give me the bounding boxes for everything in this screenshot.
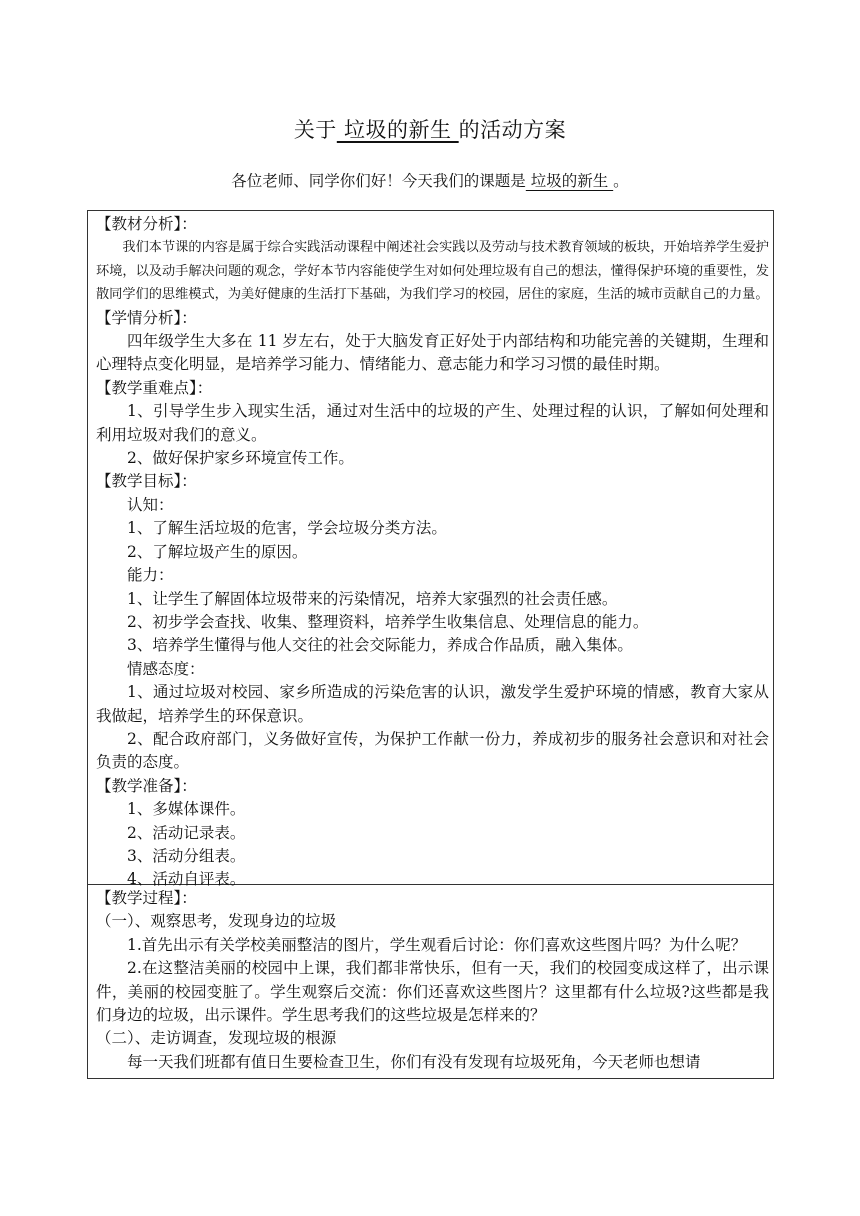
greeting-suffix: 。 xyxy=(613,172,629,190)
greeting-topic: 垃圾的新生 xyxy=(525,172,614,190)
key-heading: 【教学重难点】： xyxy=(96,378,213,397)
step1-item-2: 2.在这整洁美丽的校园中上课，我们都非常快乐，但有一天，我们的校园变成这样了，出示课件，美丽的校园变脏了。学生观察后交流：你们还喜欢这些图片？这里都有什么垃圾?这些都是我们身边的垃圾，出示课件。学生思考我们的这些垃圾是怎样来的？ xyxy=(96,959,769,1025)
material-text: 我们本节课的内容是属于综合实践活动课程中阐述社会实践以及劳动与技术教育领域的板块，开始培养学生爱护环境，以及动手解决问题的观念，学好本节内容能使学生对如何处理垃圾有自己的想法，懂得保护环境的重要性，发散同学们的思维模式，为美好健康的生活打下基础，为我们学习的校园，居住的家庭，生活的城市贡献自己的力量。 xyxy=(96,240,769,303)
plan-cell-overview xyxy=(88,211,773,889)
emotion-label: 情感态度： xyxy=(127,659,205,678)
step2-title: （二）、走访调查，发现垃圾的根源 xyxy=(96,1029,337,1048)
ability-item-1: 1、让学生了解固体垃圾带来的污染情况，培养大家强烈的社会责任感。 xyxy=(127,589,618,608)
student-heading: 【学情分析】： xyxy=(96,308,197,327)
cognition-item-1: 1、了解生活垃圾的危害，学会垃圾分类方法。 xyxy=(127,519,447,538)
emotion-item-2: 2、配合政府部门，义务做好宣传，为保护工作献一份力，养成初步的服务社会意识和对社会负责的态度。 xyxy=(96,729,769,772)
prep-item-1: 1、多媒体课件。 xyxy=(127,800,246,819)
document-title xyxy=(0,114,860,144)
title-suffix: 的活动方案 xyxy=(458,118,567,142)
process-heading: 【教学过程】： xyxy=(96,889,197,907)
prep-item-3: 3、活动分组表。 xyxy=(127,846,246,865)
title-topic: 垃圾的新生 xyxy=(336,118,459,142)
step2-item-1: 每一天我们班都有值日生要检查卫生，你们有没有发现有垃圾死角，今天老师也想请 xyxy=(127,1052,701,1071)
prep-item-2: 2、活动记录表。 xyxy=(127,823,246,842)
cognition-item-2: 2、了解垃圾产生的原因。 xyxy=(127,542,308,561)
ability-label: 能力： xyxy=(127,566,174,585)
title-prefix: 关于 xyxy=(293,118,337,142)
cognition-label: 认知： xyxy=(127,495,174,514)
prep-item-4: 4、活动自评表。 xyxy=(127,870,246,889)
step1-item-1: 1.首先出示有关学校美丽整洁的图片，学生观看后讨论：你们喜欢这些图片吗？为什么呢？ xyxy=(127,935,747,954)
ability-item-3: 3、培养学生懂得与他人交往的社会交际能力，养成合作品质，融入集体。 xyxy=(127,636,633,655)
lesson-plan-table xyxy=(87,210,774,1079)
greeting-prefix: 各位老师、同学你们好！今天我们的课题是 xyxy=(231,172,526,190)
material-heading: 【教材分析】： xyxy=(96,215,197,233)
prep-heading: 【教学准备】： xyxy=(96,776,197,795)
step1-title: （一）、观察思考，发现身边的垃圾 xyxy=(96,912,337,931)
goal-heading: 【教学目标】： xyxy=(96,472,197,491)
greeting-line xyxy=(0,169,860,191)
student-text: 四年级学生大多在 11 岁左右，处于大脑发育正好处于内部结构和功能完善的关键期，生理和心理特点变化明显，是培养学习能力、情绪能力、意志能力和学习习惯的最佳时期。 xyxy=(96,332,769,374)
key-item-1: 1、引导学生步入现实生活，通过对生活中的垃圾的产生、处理过程的认识，了解如何处理和利用垃圾对我们的意义。 xyxy=(96,402,769,444)
key-item-2: 2、做好保护家乡环境宣传工作。 xyxy=(127,449,354,468)
plan-cell-process xyxy=(88,885,773,1078)
emotion-item-1: 1、通过垃圾对校园、家乡所造成的污染危害的认识，激发学生爱护环境的情感，教育大家从我做起，培养学生的环保意识。 xyxy=(96,683,769,725)
ability-item-2: 2、初步学会查找、收集、整理资料，培养学生收集信息、处理信息的能力。 xyxy=(127,612,649,631)
